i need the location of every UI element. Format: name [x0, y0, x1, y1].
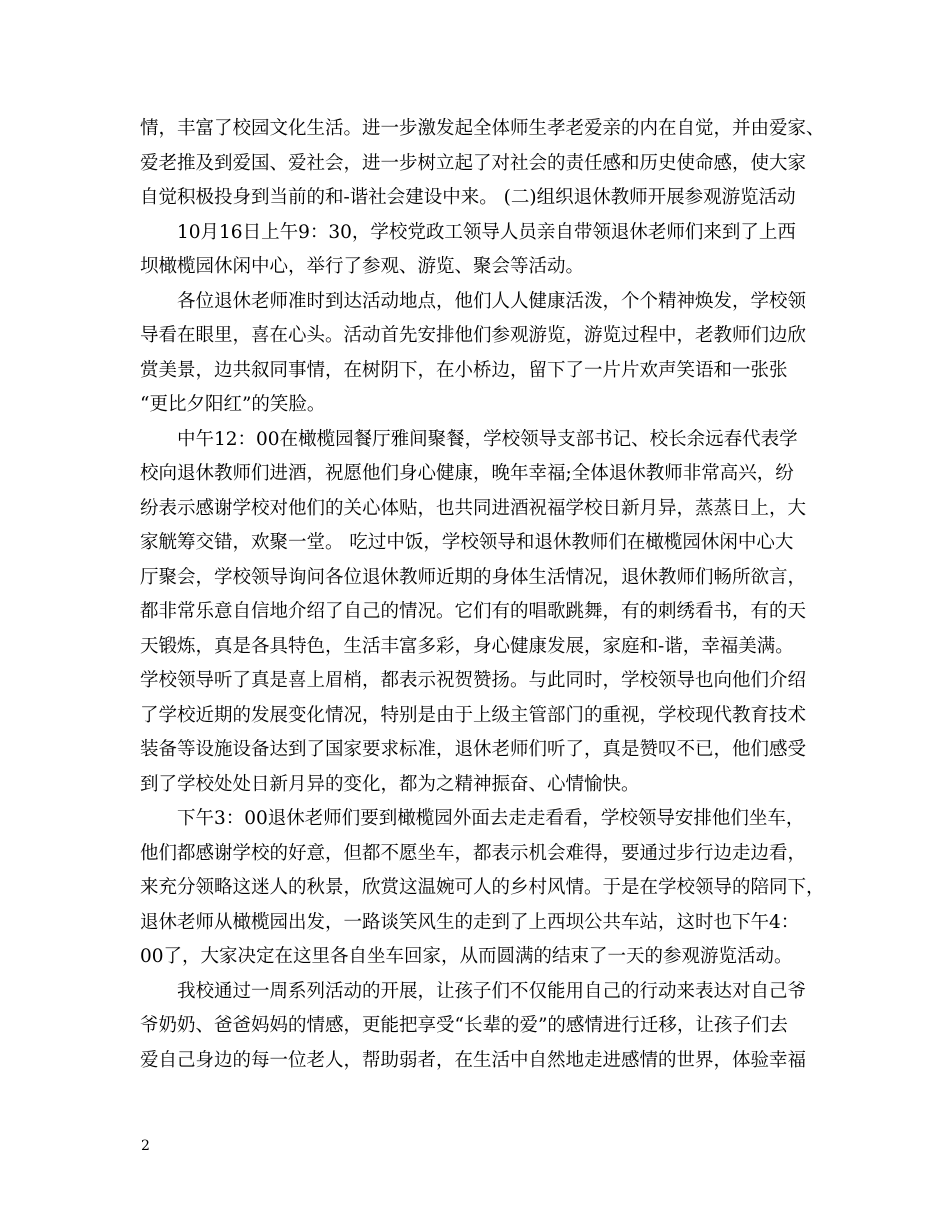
text-line: 坝橄榄园休闲中心，举行了参观、游览、聚会等活动。 [140, 256, 585, 277]
text-line: 退休老师从橄榄园出发，一路谈笑风生的走到了上西坝公共车站，这时也下午4： [140, 911, 800, 933]
text-line: 都非常乐意自信地介绍了自己的情况。它们有的唱歌跳舞，有的刺绣看书，有的天 [140, 601, 807, 622]
text-line: 下午3：00退休老师们要到橄榄园外面去走走看看，学校领导安排他们坐车， [140, 808, 805, 829]
body-text [140, 112, 825, 1078]
text-line: 他们都感谢学校的好意，但都不愿坐车，都表示机会难得，要通过步行边走边看， [140, 842, 807, 864]
text-line: 爱老推及到爱国、爱社会，进一步树立起了对社会的责任感和历史使命感，使大家 [140, 152, 807, 174]
text-line: 情，丰富了校园文化生活。进一步激发起全体师生孝老爱亲的内在自觉，并由爱家、 [140, 118, 825, 139]
text-line: 10月16日上午9：30，学校党政工领导人员亲自带领退休老师们来到了上西 [140, 221, 796, 243]
text-line: 00了，大家决定在这里各自坐车回家，从而圆满的结束了一天的参观游览活动。 [140, 946, 793, 967]
text-line: 中午12：00在橄榄园餐厅雅间聚餐，学校领导支部书记、校长余远春代表学 [140, 428, 798, 450]
text-line: 装备等设施设备达到了国家要求标准，退休老师们听了，真是赞叹不已，他们感受 [140, 739, 807, 760]
text-line: 赏美景，边共叙同事情，在树阴下，在小桥边，留下了一片片欢声笑语和一张张 [140, 359, 788, 381]
text-line: 来充分领略这迷人的秋景，欣赏这温婉可人的乡村风情。于是在学校领导的陪同下， [140, 877, 825, 898]
text-line: 到了学校处处日新月异的变化，都为之精神振奋、心情愉快。 [140, 773, 640, 795]
text-line: 学校领导听了真是喜上眉梢，都表示祝贺赞扬。与此同时，学校领导也向他们介绍 [140, 670, 807, 691]
page-number: 2 [141, 1138, 150, 1154]
text-line: 爱自己身边的每一位老人，帮助弱者，在生活中自然地走进感情的世界，体验幸福 [140, 1049, 807, 1071]
text-line: 了学校近期的发展变化情况，特别是由于上级主管部门的重视，学校现代教育技术 [140, 704, 807, 726]
text-line: 我校通过一周系列活动的开展，让孩子们不仅能用自己的行动来表达对自己爷 [140, 980, 807, 1002]
text-line: 校向退休教师们进酒，祝愿他们身心健康，晚年幸福;全体退休教师非常高兴，纷 [140, 463, 794, 484]
text-line: 导看在眼里，喜在心头。活动首先安排他们参观游览，游览过程中，老教师们边欣 [140, 325, 807, 346]
text-line: 自觉积极投身到当前的和-谐社会建设中来。 (二)组织退休教师开展参观游览活动 [140, 187, 796, 208]
text-line: “更比夕阳红”的笑脸。 [140, 394, 326, 415]
text-line: 纷表示感谢学校对他们的关心体贴，也共同进酒祝福学校日新月异，蒸蒸日上，大 [140, 497, 807, 519]
text-line: 厅聚会，学校领导询问各位退休教师近期的身体生活情况，退休教师们畅所欲言， [140, 566, 807, 588]
text-line: 天锻炼，真是各具特色，生活丰富多彩，身心健康发展，家庭和-谐，幸福美满。 [140, 635, 794, 657]
text-line: 爷奶奶、爸爸妈妈的情感，更能把享受“长辈的爱”的感情进行迁移，让孩子们去 [140, 1015, 788, 1036]
text-line: 各位退休老师准时到达活动地点，他们人人健康活泼，个个精神焕发，学校领 [140, 290, 807, 312]
text-line: 家觥筹交错，欢聚一堂。 吃过中饭，学校领导和退休教师们在橄榄园休闲中心大 [140, 532, 794, 553]
